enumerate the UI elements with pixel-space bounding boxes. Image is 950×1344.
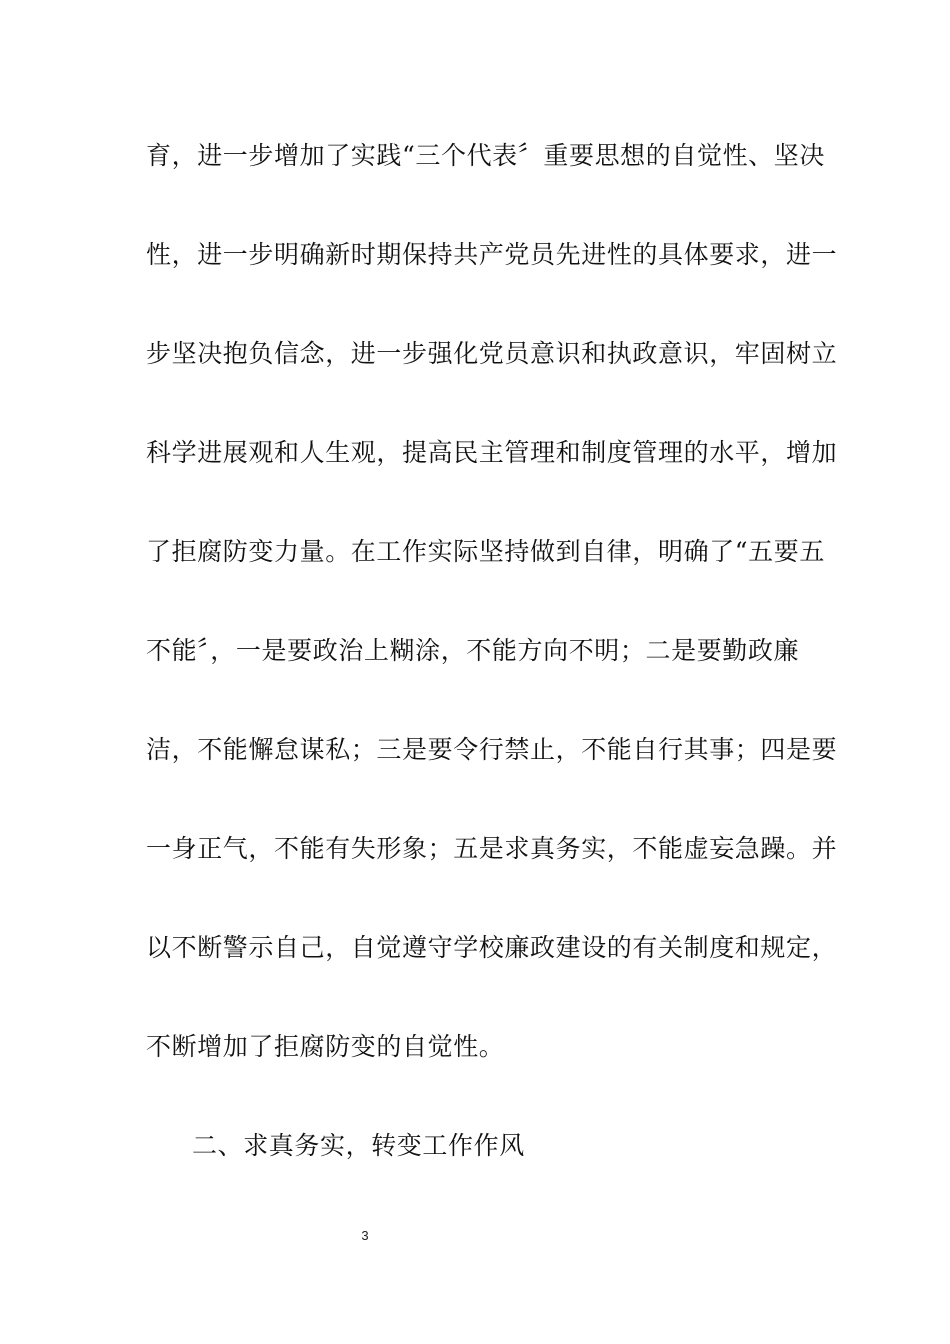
paragraph-line-10: 不断增加了拒腐防变的自觉性。 xyxy=(146,1032,505,1061)
paragraph-line-2: 性，进一步明确新时期保持共产党员先进性的具体要求，进一 xyxy=(146,240,838,269)
paragraph-line-4: 科学进展观和人生观，提高民主管理和制度管理的水平，增加 xyxy=(146,438,838,467)
paragraph-line-1: 育，进一步增加了实践“三个代表〞重要思想的自觉性、坚决 xyxy=(146,141,825,170)
section-heading: 二、求真务实，转变工作作风 xyxy=(192,1131,525,1160)
paragraph-line-8: 一身正气，不能有失形象；五是求真务实，不能虚妄急躁。并 xyxy=(146,834,838,863)
page-number: 3 xyxy=(361,1228,369,1243)
paragraph-line-6: 不能〞，一是要政治上糊涂，不能方向不明；二是要勤政廉 xyxy=(146,636,800,665)
paragraph-line-7: 洁，不能懈怠谋私；三是要令行禁止，不能自行其事；四是要 xyxy=(146,735,838,764)
paragraph-line-9: 以不断警示自己，自觉遵守学校廉政建设的有关制度和规定， xyxy=(146,933,838,962)
paragraph-line-3: 步坚决抱负信念，进一步强化党员意识和执政意识，牢固树立 xyxy=(146,339,838,368)
paragraph-line-5: 了拒腐防变力量。在工作实际坚持做到自律，明确了“五要五 xyxy=(146,537,825,566)
